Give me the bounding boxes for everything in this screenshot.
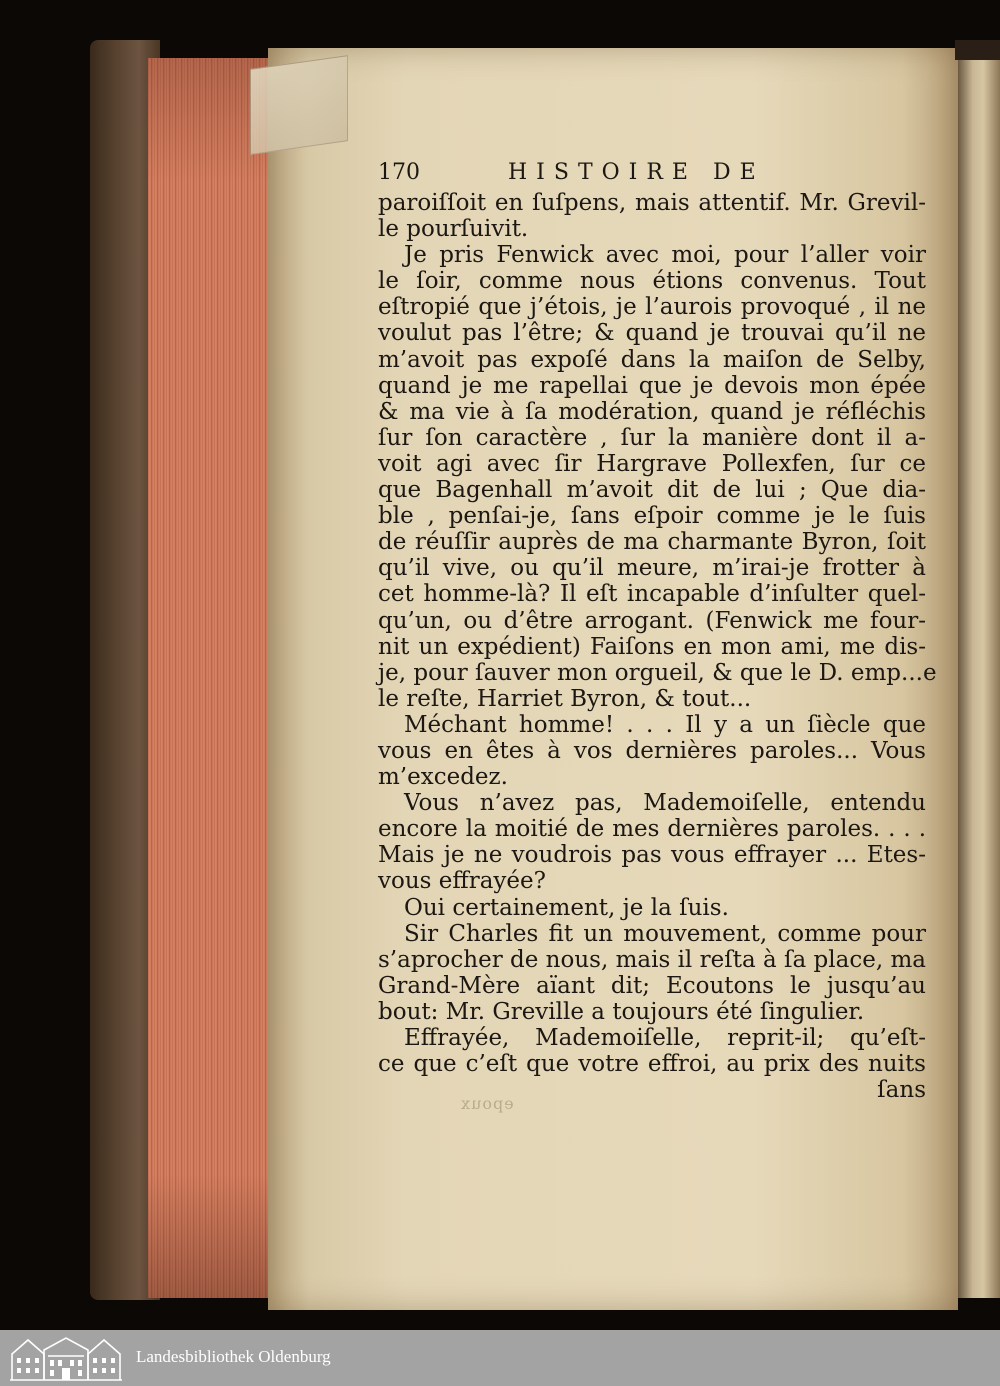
text-line: de réuſſir auprès de ma charmante Byron, ſoit <box>378 529 926 556</box>
text-line: je, pour ſauver mon orgueil, & que le D. emp...e <box>378 659 937 686</box>
text-line: vous en êtes à vos dernières paroles... Vous <box>378 737 926 764</box>
text-line: Grand-Mère aïant dit; Ecoutons le jusqu’au <box>378 972 926 999</box>
text-line: paroiſſoit en ſuſpens, mais attentif. Mr. Grevil- <box>378 190 926 216</box>
library-name: Landesbibliothek Oldenburg <box>136 1347 331 1366</box>
text-line: voulut pas l’être; & quand je trouvai qu’il ne <box>378 320 926 347</box>
text-line: m’avoit pas expoſé dans la maiſon de Selby, <box>378 346 926 373</box>
library-building-icon <box>8 1334 124 1382</box>
folded-page-corner <box>250 55 348 155</box>
text-line: que Bagenhall m’avoit dit de lui ; Que dia- <box>378 477 926 504</box>
text-lines <box>378 190 937 1078</box>
text-line: encore la moitié de mes dernières paroles. . . . <box>378 816 926 843</box>
text-line: Mais je ne voudrois pas vous effrayer ... Etes- <box>378 842 926 869</box>
text-line: Méchant homme! . . . Il y a un ſiècle que <box>404 711 926 738</box>
text-line: le ſoir, comme nous étions convenus. Tout <box>378 268 926 295</box>
text-line: bout: Mr. Greville a toujours été ſingulier. <box>378 998 865 1025</box>
running-head: HISTOIRE DE <box>508 160 765 185</box>
text-line: s’aprocher de nous, mais il reſta à ſa place, ma <box>378 946 926 973</box>
text-line: ce que c’eſt que votre effroi, au prix des nuits <box>378 1051 926 1078</box>
text-line: qu’un, ou d’être arrogant. (Fenwick me four- <box>378 607 926 634</box>
text-line: Oui certainement, je la ſuis. <box>404 894 729 921</box>
text-line: m’excedez. <box>378 764 508 791</box>
text-line: quand je me rapellai que je devois mon épée <box>378 372 926 399</box>
facing-page-edge <box>958 58 1000 1298</box>
page-edges-red <box>148 58 276 1298</box>
text-line: cet homme-là? Il eſt incapable d’inſulter quel- <box>378 581 926 608</box>
show-through-text: epoux <box>460 1094 514 1113</box>
text-line: Sir Charles fit un mouvement, comme pour <box>404 920 926 947</box>
text-line: nit un expédient) Faiſons en mon ami, me dis- <box>378 633 926 660</box>
page-header <box>378 160 926 190</box>
text-line: Effrayée, Mademoiſelle, reprit-il; qu’eſt- <box>404 1025 926 1051</box>
page-number: 170 <box>378 160 420 185</box>
text-line: & ma vie à ſa modération, quand je réfléchis <box>378 398 926 425</box>
library-footer <box>0 1330 1000 1386</box>
text-line: voit agi avec ſir Hargrave Pollexfen, ſur ce <box>378 450 926 477</box>
text-line: Je pris Fenwick avec moi, pour l’aller voir <box>404 242 926 269</box>
text-line: vous effrayée? <box>378 868 546 895</box>
text-line: eſtropié que j’étois, je l’aurois provoqué , il ne <box>378 294 926 321</box>
text-line: qu’il vive, ou qu’il meure, m’irai-je frotter à <box>378 555 926 582</box>
text-line: le reſte, Harriet Byron, & tout... <box>378 685 752 712</box>
text-line: ble , penſai-je, ſans eſpoir comme je le ſuis <box>378 503 926 530</box>
text-line: Vous n’avez pas, Mademoiſelle, entendu <box>404 790 926 817</box>
text-line: ſur ſon caractère , ſur la manière dont il a- <box>378 424 926 451</box>
book-cover-right <box>955 40 1000 60</box>
text-line: le pourſuivit. <box>378 216 529 243</box>
catchword: ſans <box>877 1077 926 1104</box>
